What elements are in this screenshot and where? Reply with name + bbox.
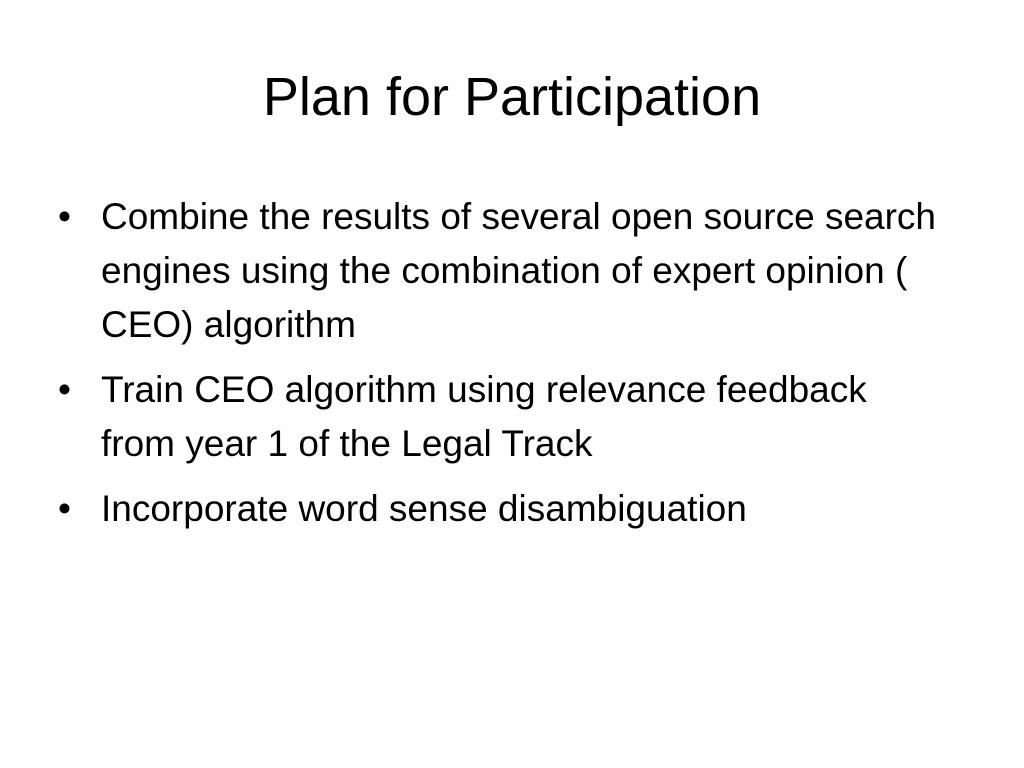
bullet-item-2 xyxy=(58,363,938,471)
bullet-list xyxy=(58,190,938,547)
slide-title: Plan for Participation xyxy=(262,67,762,127)
bullet-text: Incorporate word sense disambiguation xyxy=(101,488,747,529)
bullet-marker: • xyxy=(58,488,71,529)
bullet-item-3 xyxy=(58,482,938,536)
bullet-item-1 xyxy=(58,190,938,352)
bullet-text: Train CEO algorithm using relevance feedback from year 1 of the Legal Track xyxy=(101,369,867,464)
bullet-marker: • xyxy=(58,369,71,410)
bullet-marker: • xyxy=(58,196,71,237)
bullet-text: Combine the results of several open source search engines using the combination of expert opinion ( CEO) algorithm xyxy=(101,196,936,345)
